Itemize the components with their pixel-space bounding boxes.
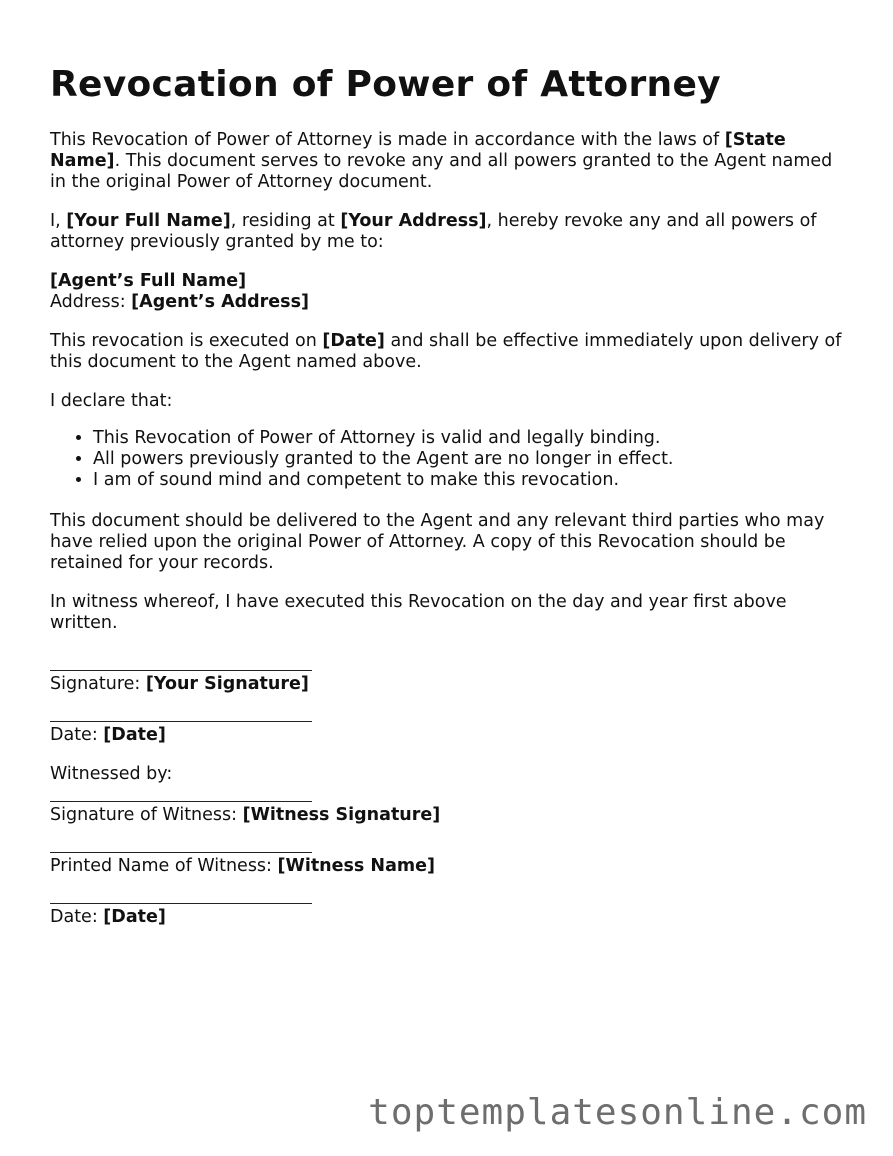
witness-signature-line bbox=[50, 801, 312, 802]
witness-signature-placeholder: [Witness Signature] bbox=[242, 805, 441, 825]
witness-date-placeholder: [Date] bbox=[103, 907, 166, 927]
witness-name-line bbox=[50, 852, 312, 853]
witness-name-label: Printed Name of Witness: bbox=[50, 856, 278, 876]
agent-address-label: Address: bbox=[50, 292, 132, 312]
declaration-residing: , residing at bbox=[230, 211, 341, 231]
execution-date-placeholder: [Date] bbox=[322, 331, 385, 351]
your-address-placeholder: [Your Address] bbox=[340, 211, 487, 231]
witness-signature-field bbox=[50, 801, 850, 826]
execution-before: This revocation is executed on bbox=[50, 331, 323, 351]
list-item: • All powers previously granted to the Agent are no longer in effect. bbox=[93, 449, 850, 470]
intro-paragraph bbox=[50, 130, 850, 193]
date-field bbox=[50, 721, 850, 746]
agent-full-name-placeholder: [Agent’s Full Name] bbox=[50, 271, 247, 291]
document-page bbox=[50, 62, 850, 954]
intro-text-before: This Revocation of Power of Attorney is made in accordance with the laws of bbox=[50, 130, 725, 150]
declarations-list bbox=[50, 428, 850, 491]
signature-placeholder: [Your Signature] bbox=[145, 674, 309, 694]
declaration-paragraph bbox=[50, 211, 850, 253]
witness-name-field bbox=[50, 852, 850, 877]
witness-statement: In witness whereof, I have executed this Revocation on the day and year first above written. bbox=[50, 592, 787, 633]
signature-label: Signature: bbox=[50, 674, 146, 694]
list-item: • I am of sound mind and competent to make this revocation. bbox=[93, 470, 850, 491]
agent-address-placeholder: [Agent’s Address] bbox=[131, 292, 310, 312]
witness-date-field bbox=[50, 903, 850, 928]
witness-name-placeholder: [Witness Name] bbox=[277, 856, 435, 876]
date-line bbox=[50, 721, 312, 722]
execution-paragraph bbox=[50, 331, 850, 373]
execution-after: and shall be effective immediately upon delivery of this document to the Agent named above. bbox=[50, 331, 842, 372]
witnessed-by-label: Witnessed by: bbox=[50, 764, 173, 784]
signature-field bbox=[50, 670, 850, 695]
agent-block bbox=[50, 271, 850, 313]
witness-signature-label: Signature of Witness: bbox=[50, 805, 243, 825]
date-placeholder: [Date] bbox=[103, 725, 166, 745]
state-name-placeholder: [State Name] bbox=[50, 130, 786, 171]
signature-line bbox=[50, 670, 312, 671]
witness-date-line bbox=[50, 903, 312, 904]
document-title: Revocation of Power of Attorney bbox=[50, 64, 721, 105]
watermark: toptemplatesonline.com bbox=[368, 1092, 867, 1133]
signature-block bbox=[50, 670, 850, 928]
witness-date-label: Date: bbox=[50, 907, 104, 927]
list-item: • This Revocation of Power of Attorney is valid and legally binding. bbox=[93, 428, 850, 449]
declaration-rest: , hereby revoke any and all powers of attorney previously granted by me to: bbox=[50, 211, 817, 252]
your-full-name-placeholder: [Your Full Name] bbox=[66, 211, 231, 231]
declare-intro: I declare that: bbox=[50, 391, 173, 411]
declaration-i: I, bbox=[50, 211, 67, 231]
delivery-paragraph: This document should be delivered to the Agent and any relevant third parties who may have relied upon the original Power of Attorney. A copy of this Revocation should be retained for your records. bbox=[50, 511, 825, 573]
date-label: Date: bbox=[50, 725, 104, 745]
intro-text-after: . This document serves to revoke any and all powers granted to the Agent named in the original Power of Attorney document. bbox=[50, 151, 833, 192]
